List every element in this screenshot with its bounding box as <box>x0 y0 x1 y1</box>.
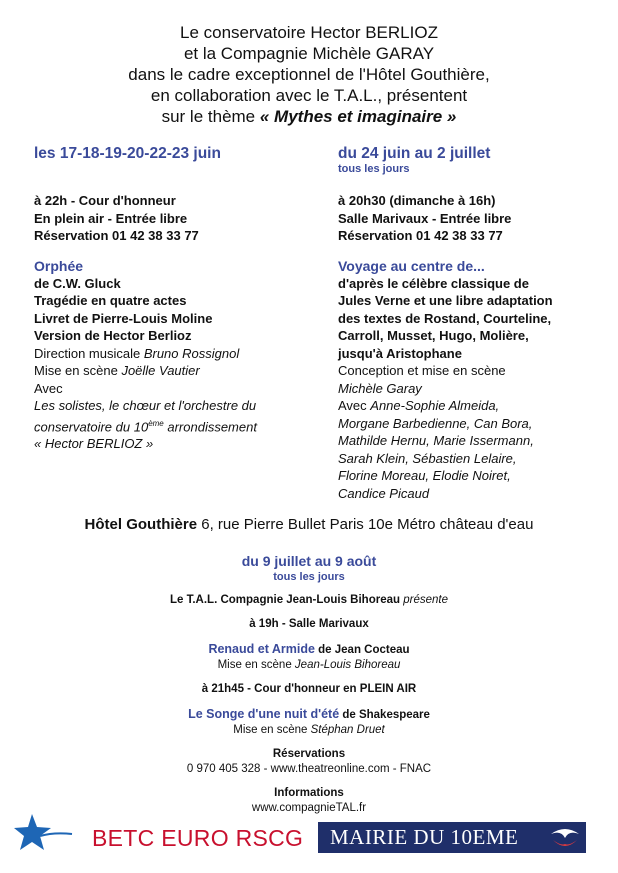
right-time: à 20h30 (dimanche à 16h) <box>338 193 496 208</box>
left-reservation: Réservation 01 42 38 33 77 <box>34 228 199 243</box>
lower-show-2-staging: Mise en scène Stéphan Druet <box>233 724 385 736</box>
venue-address <box>0 516 618 533</box>
right-desc-2: Jules Verne et une libre adaptation <box>338 293 553 308</box>
right-concept-name: Michèle Garay <box>338 380 422 396</box>
header <box>0 22 618 127</box>
left-version: Version de Hector Berlioz <box>34 328 192 343</box>
right-desc-3: des textes de Rostand, Courteline, <box>338 310 552 326</box>
lower-show-2: Le Songe d'une nuit d'été de Shakespeare <box>188 707 430 721</box>
lower-show-1-staging: Mise en scène Jean-Louis Bihoreau <box>217 659 401 671</box>
left-column <box>34 144 324 453</box>
reservations-label: Réservations <box>272 748 346 760</box>
right-reservation: Réservation 01 42 38 33 77 <box>338 228 503 243</box>
left-dates: les 17-18-19-20-22-23 juin <box>34 145 221 162</box>
left-with: Avec <box>34 380 63 396</box>
header-line-2: et la Compagnie Michèle GARAY <box>183 44 435 63</box>
lower-time-1: à 19h - Salle Marivaux <box>249 618 369 630</box>
right-column <box>338 144 598 502</box>
right-place: Salle Marivaux - Entrée libre <box>338 210 512 226</box>
left-genre: Tragédie en quatre actes <box>34 293 187 308</box>
right-dates: du 24 juin au 2 juillet <box>338 145 491 162</box>
left-music-direction: Direction musicale Bruno Rossignol <box>34 345 240 361</box>
venue-details: 6, rue Pierre Bullet Paris 10e Métro château d'eau <box>197 516 534 533</box>
info-website: www.compagnieTAL.fr <box>251 802 367 814</box>
star-logo-icon <box>14 810 74 852</box>
info-label: Informations <box>274 787 344 799</box>
right-cast-5: Florine Moreau, Elodie Noiret, <box>338 468 511 483</box>
right-desc-1: d'après le célèbre classique de <box>338 275 529 291</box>
left-libretto: Livret de Pierre-Louis Moline <box>34 310 213 326</box>
lower-time-2: à 21h45 - Cour d'honneur en PLEIN AIR <box>201 683 417 695</box>
right-cast-2: Morgane Barbedienne, Can Bora, <box>338 415 533 431</box>
lower-presenter: Le T.A.L. Compagnie Jean-Louis Bihoreau présente <box>170 594 448 606</box>
reservations-info: 0 970 405 328 - www.theatreonline.com - FNAC <box>186 763 432 775</box>
header-line-4: en collaboration avec le T.A.L., présentent <box>150 86 468 105</box>
lower-dates: du 9 juillet au 9 août <box>241 553 377 569</box>
lower-block <box>0 552 618 816</box>
header-line-3: dans le cadre exceptionnel de l'Hôtel Gouthière, <box>128 65 490 84</box>
betc-logo: BETC EURO RSCG <box>92 825 304 851</box>
lower-show-1: Renaud et Armide de Jean Cocteau <box>208 642 410 656</box>
left-open-air: En plein air - Entrée libre <box>34 210 188 226</box>
right-cast-4: Sarah Klein, Sébastien Lelaire, <box>338 450 517 466</box>
right-show-title: Voyage au centre de... <box>338 257 485 274</box>
left-staging: Mise en scène Joëlle Vautier <box>34 363 200 378</box>
venue-name: Hôtel Gouthière <box>84 516 198 533</box>
header-line-1: Le conservatoire Hector BERLIOZ <box>180 23 438 42</box>
mairie-emblem-icon <box>547 824 583 852</box>
lower-every-day: tous les jours <box>273 571 345 583</box>
right-cast-3: Mathilde Hernu, Marie Issermann, <box>338 433 534 448</box>
left-time-place: à 22h - Cour d'honneur <box>34 193 176 208</box>
left-cast-1: Les solistes, le chœur et l'orchestre du <box>34 398 257 413</box>
right-every-day: tous les jours <box>338 163 410 175</box>
right-desc-4: Carroll, Musset, Hugo, Molière, <box>338 328 529 343</box>
left-show-title: Orphée <box>34 257 84 274</box>
left-author: de C.W. Gluck <box>34 275 121 291</box>
right-cast-6: Candice Picaud <box>338 485 430 501</box>
right-concept: Conception et mise en scène <box>338 363 506 378</box>
header-line-5: sur le thème « Mythes et imaginaire » <box>161 107 457 126</box>
right-cast-1: Avec Anne-Sophie Almeida, <box>338 398 500 413</box>
theme: « Mythes et imaginaire » <box>259 107 457 126</box>
right-desc-5: jusqu'à Aristophane <box>338 345 462 361</box>
left-cast-3: « Hector BERLIOZ » <box>34 436 154 452</box>
left-cast-2: conservatoire du 10ème arrondissement <box>34 418 257 434</box>
mairie-logo: MAIRIE DU 10EME <box>318 822 586 853</box>
